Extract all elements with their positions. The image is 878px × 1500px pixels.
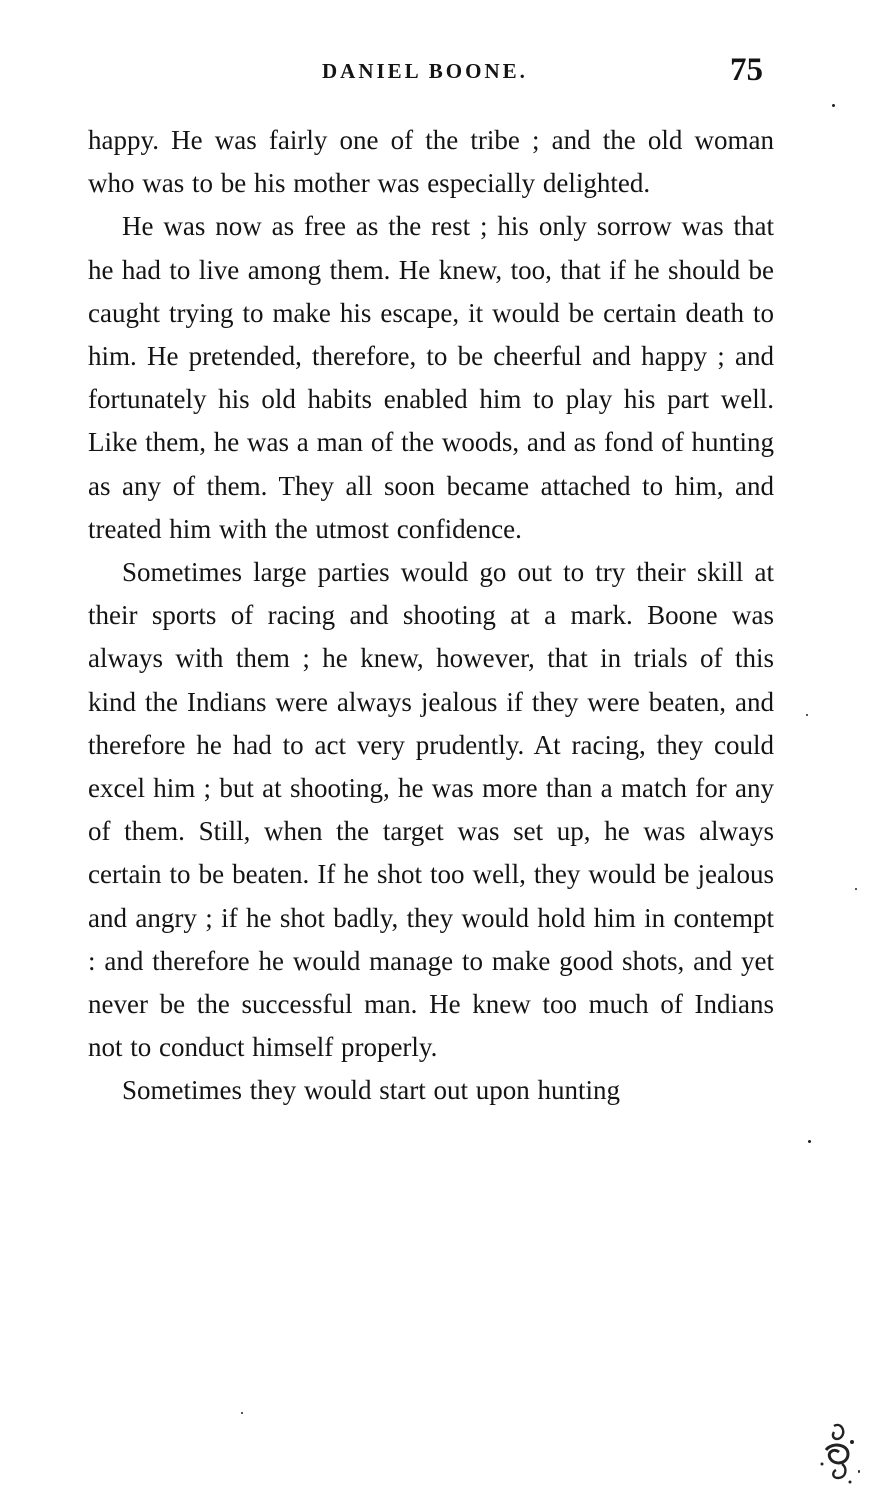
print-speck — [806, 714, 808, 716]
printer-flourish-icon — [812, 1420, 868, 1490]
paragraph-4: Sometimes they would start out upon hunting — [122, 1075, 620, 1106]
body-text — [88, 119, 774, 1113]
print-speck — [832, 104, 835, 107]
page-number: 75 — [730, 52, 763, 88]
print-speck — [241, 1412, 243, 1414]
paragraph-2: He was now as free as the rest ; his only sorrow was that he had to live among them. He knew, too, that if he should be caught trying to make his escape, it would be certain death to him. He pretended, therefore, to be cheerful and happy ; and fortunately his old habits enabled him to play his part well. Like them, he was a man of the woods, and as fond of hunting as any of them. They all soon became attached to him, and treated him with the utmost confidence. — [88, 211, 774, 544]
paragraph-3: Sometimes large parties would go out to try their skill at their sports of racing and shooting at a mark. Boone was always with them ; he knew, however, that in trials of this kind the Indians were always jealous if they were beaten, and therefore he had to act very prudently. At racing, they could excel him ; but at shooting, he was more than a match for any of them. Still, when the target was set up, he was always certain to be beaten. If he shot too well, they would be jealous and angry ; if he shot badly, they would hold him in contempt : and therefore he would manage to make good shots, and yet never be the successful man. He knew too much of Indians not to conduct himself properly. — [88, 557, 774, 1063]
print-speck — [808, 1140, 811, 1143]
paragraph-1: happy. He was fairly one of the tribe ; and the old woman who was to be his mother was especially delighted. — [88, 125, 774, 199]
running-head — [0, 52, 878, 96]
print-speck — [855, 888, 857, 890]
running-title: DANIEL BOONE. — [322, 59, 528, 83]
